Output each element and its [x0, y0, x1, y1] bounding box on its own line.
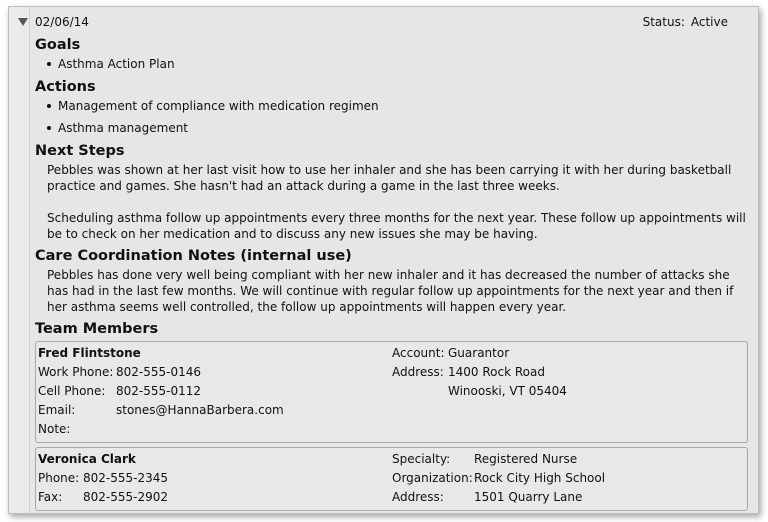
fax-label: Fax:: [38, 490, 63, 504]
goal-item: Asthma Action Plan: [47, 56, 748, 78]
next-steps-paragraph: Scheduling asthma follow up appointments every three months for the next year. These follow up appointments will be to check on her medication and to discuss any new issues she may be having.: [47, 211, 746, 241]
plan-date: 02/06/14: [35, 15, 89, 29]
next-steps-heading: Next Steps: [35, 143, 125, 159]
email-label: Email:: [38, 403, 76, 417]
member-name: Fred Flintstone: [38, 346, 141, 360]
account-value: Guarantor: [448, 346, 510, 360]
goals-heading: Goals: [35, 37, 81, 53]
phone-value: 802-555-2345: [83, 471, 169, 485]
actions-heading: Actions: [35, 79, 96, 95]
status-value: Active: [690, 15, 728, 29]
address-label: Address:: [392, 490, 444, 504]
cell-phone-label: Cell Phone:: [38, 384, 106, 398]
actions-list: [35, 98, 748, 142]
left-gutter: [9, 7, 30, 513]
collapse-triangle-icon[interactable]: [18, 18, 28, 26]
care-plan-header: [35, 15, 748, 31]
member-name: Veronica Clark: [38, 452, 136, 466]
work-phone-value: 802-555-0146: [116, 365, 202, 379]
address-label: Address:: [392, 365, 444, 379]
note-label: Note:: [38, 422, 71, 436]
address-line2: Winooski, VT 05404: [448, 384, 567, 398]
goals-list: [35, 56, 748, 78]
specialty-value: Registered Nurse: [474, 452, 578, 466]
action-item: Management of compliance with medication regimen: [47, 98, 748, 120]
email-value[interactable]: stones@HannaBarbera.com: [116, 403, 284, 417]
team-members-heading: Team Members: [35, 321, 159, 337]
care-notes-heading: Care Coordination Notes (internal use): [35, 248, 352, 264]
next-steps-paragraph: Pebbles was shown at her last visit how to use her inhaler and she has been carrying it with her during basketball practice and games. She hasn't had an attack during a game in the last three weeks.: [47, 163, 732, 193]
status-indicator: [643, 15, 728, 31]
specialty-label: Specialty:: [392, 452, 451, 466]
address-line1: 1501 Quarry Lane: [474, 490, 583, 504]
work-phone-label: Work Phone:: [38, 365, 114, 379]
organization-label: Organization:: [392, 471, 473, 485]
fax-value: 802-555-2902: [83, 490, 169, 504]
status-label: Status:: [642, 15, 685, 29]
team-member-card: [35, 341, 748, 443]
cell-phone-value: 802-555-0112: [116, 384, 202, 398]
address-line1: 1400 Rock Road: [448, 365, 545, 379]
phone-label: Phone:: [38, 471, 80, 485]
organization-value: Rock City High School: [474, 471, 606, 485]
care-plan-content: [35, 15, 748, 511]
team-member-card: [35, 447, 748, 511]
care-notes-paragraph: Pebbles has done very well being compliant with her new inhaler and it has decreased the number of attacks she has had in the last few months. We will continue with regular follow up appointments for the next year and then if her asthma seems well controlled, the follow up appointments will happen every year.: [47, 268, 734, 314]
account-label: Account:: [392, 346, 445, 360]
care-plan-panel: [8, 6, 759, 514]
action-item: Asthma management: [47, 120, 748, 142]
